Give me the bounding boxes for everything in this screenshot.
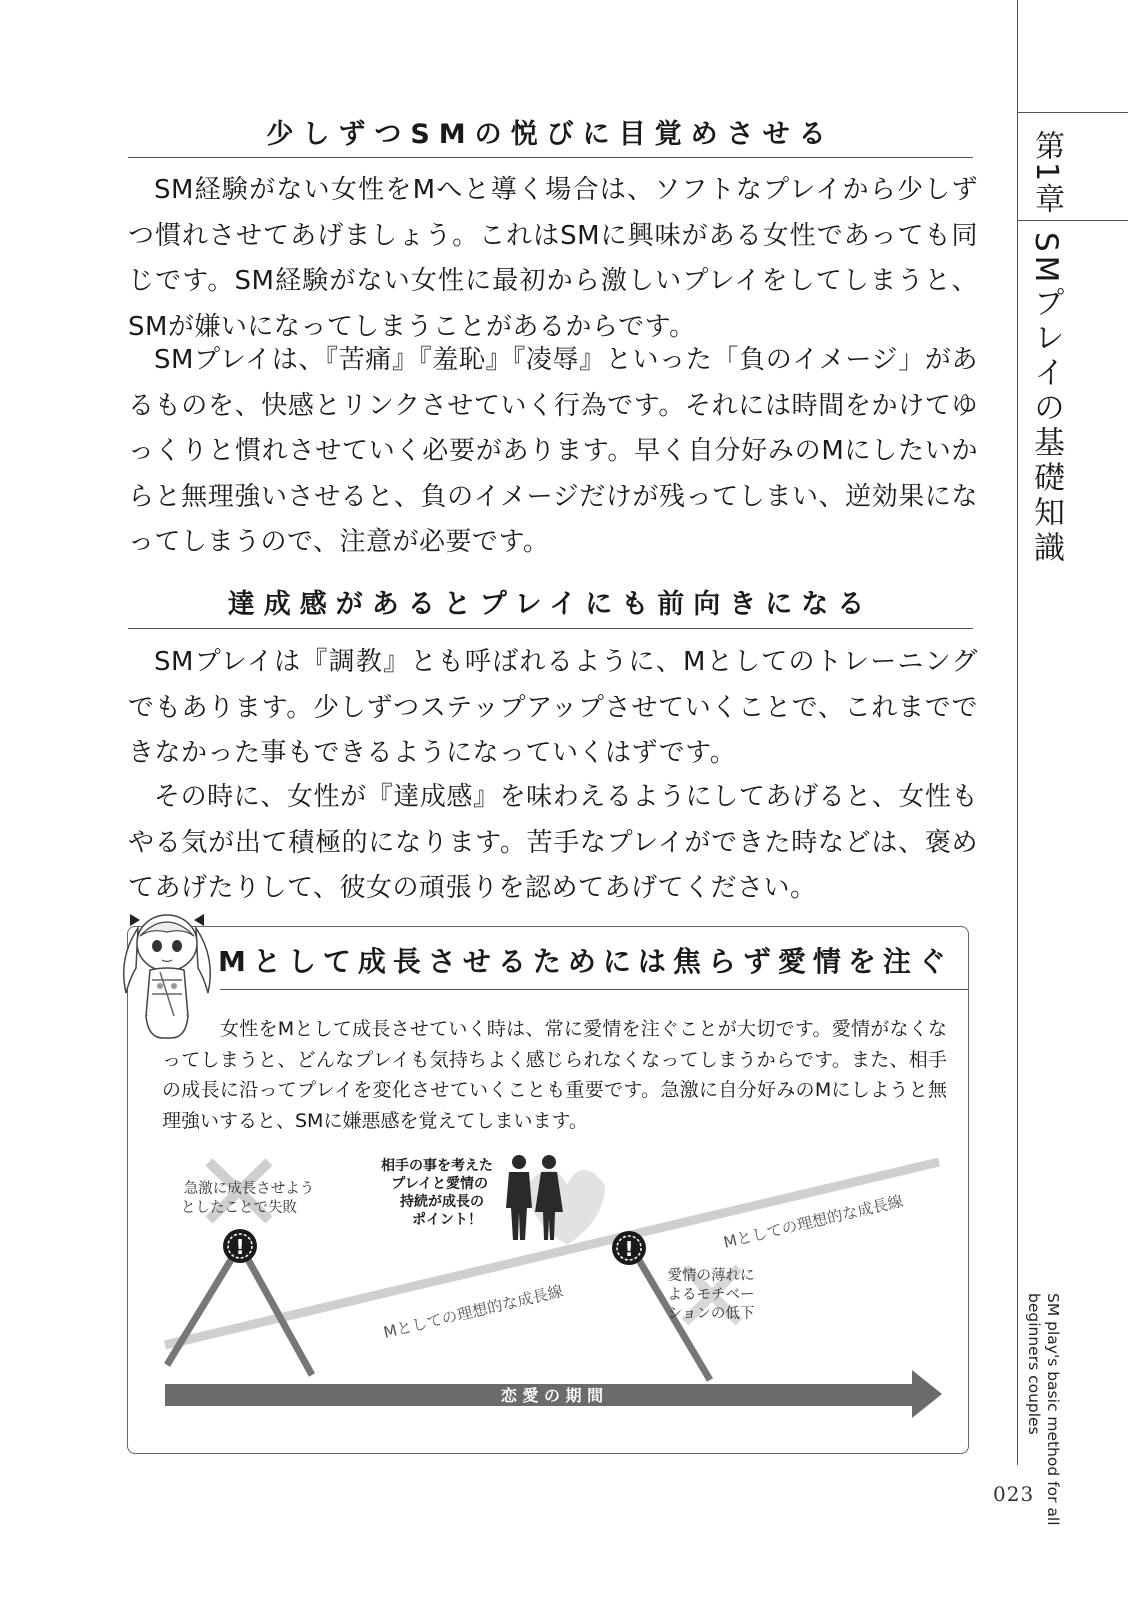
chapter-title: SMプレイの基礎知識 [1028,232,1064,567]
point-note-line-4: ポイント！ [412,1212,482,1228]
decline-note-line-2: よるモチベー [667,1287,755,1303]
point-note-line-2: プレイと愛情の [391,1176,488,1192]
ideal-line-label-lower: Mとしての理想的な成長線 [381,1282,565,1342]
growth-diagram [127,1150,969,1450]
failure-peak-line [167,1245,312,1375]
tip-box-paragraph: 女性をMとして成長させていく時は、常に愛情を注ぐことが大切です。愛情がなくなってしまうと、どんなプレイも気持ちよく感じられなくなってしまうからです。また、相手の成長に沿ってプレイを変化させていくことも重要です。急激に自分好みのMにしようと無理強いすると、SMに嫌悪感を覚えてしまいます。 [162,1018,947,1132]
point-note-line-3: 持続が成長の [400,1194,484,1210]
mascot-girl-illustration [108,898,223,1048]
svg-text:!: ! [624,1237,634,1261]
section1-paragraph-1: SM経験がない女性をMへと導く場合は、ソフトなプレイから少しずつ慣れさせてあげましょう。これはSMに興味がある女性であっても同じです。SM経験がない女性に最初から激しいプレイをしてしまうと、SMが嫌いになってしまうことがあるからです。 [128,175,978,342]
tip-box-rule [220,989,968,990]
chapter-label: 第1章 [1029,130,1064,216]
english-subtitle: SM play's basic method for all beginners couples [1025,1293,1062,1526]
decline-note-line-3: ションの低下 [667,1306,755,1322]
warning-icon [612,1231,646,1265]
fail-note-line-1: 急激に成長させよう [183,1181,315,1197]
side-tab-divider-top [1017,112,1128,113]
section1-paragraph-2: SMプレイは、『苦痛』『羞恥』『凌辱』といった「負のイメージ」があるものを、快感とリンクさせていく行為です。それには時間をかけてゆっくりと慣れさせていく必要があります。早く自分好みのMにしたいからと無理強いさせると、負のイメージだけが残ってしまい、逆効果になってしまうので、注意が必要です。 [128,345,978,557]
section2-paragraph-2: その時に、女性が『達成感』を味わえるようにしてあげると、女性もやる気が出て積極的になります。苦手なプレイができた時などは、褒めてあげたりして、彼女の頑張りを認めてあげてください。 [128,782,978,903]
period-arrow-label: 恋 愛 の 期 間 [500,1386,604,1405]
section1-heading: 少しずつSMの悦びに目覚めさせる [266,119,835,150]
decline-note-line-1: 愛情の薄れに [667,1268,755,1284]
svg-text:!: ! [235,1235,245,1259]
section2-paragraph-1: SMプレイは『調教』とも呼ばれるように、Mとしてのトレーニングでもあります。少しずつステップアップさせていくことで、これまでできなかった事もできるようになっていくはずです。 [128,647,978,768]
page-number: 023 [993,1482,1035,1506]
section2-heading: 達成感があるとプレイにも前向きになる [227,589,874,620]
tip-box-heading: Mとして成長させるためには焦らず愛情を注ぐ [218,945,953,978]
ideal-line-label-upper: Mとしての理想的な成長線 [721,1192,905,1252]
point-note-line-1: 相手の事を考えた [381,1158,493,1174]
section1-rule [128,157,973,158]
warning-icon [223,1229,257,1263]
fail-note-line-2: としたことで失敗 [181,1200,297,1216]
section2-rule [128,628,973,629]
side-tab-divider-middle [1017,220,1128,221]
